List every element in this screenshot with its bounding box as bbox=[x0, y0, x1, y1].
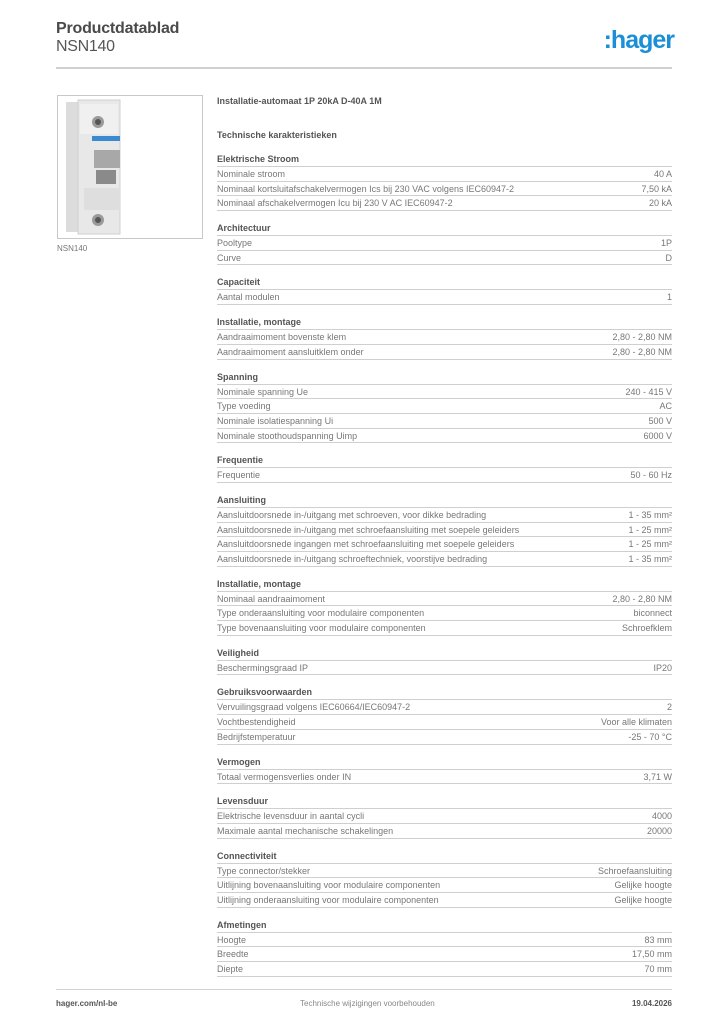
spec-row bbox=[217, 236, 672, 251]
page-header bbox=[56, 20, 179, 56]
section-title: Capaciteit bbox=[217, 276, 672, 290]
section-title: Levensduur bbox=[217, 795, 672, 809]
spec-label: Uitlijning onderaansluiting voor modulaire componenten bbox=[217, 894, 439, 905]
spec-label: Bedrijfstemperatuur bbox=[217, 731, 296, 742]
spec-section bbox=[217, 454, 672, 483]
spec-value: 1 - 35 mm² bbox=[628, 554, 672, 564]
spec-value: 7,50 kA bbox=[641, 183, 672, 194]
section-title: Installatie, montage bbox=[217, 316, 672, 330]
spec-row bbox=[217, 933, 672, 948]
spec-section bbox=[217, 316, 672, 359]
spec-row bbox=[217, 592, 672, 607]
spec-row bbox=[217, 182, 672, 197]
spec-value: 500 V bbox=[648, 415, 672, 426]
header-divider bbox=[56, 67, 672, 69]
spec-row bbox=[217, 508, 672, 523]
footer-website[interactable]: hager.com/nl-be bbox=[56, 999, 118, 1008]
spec-row bbox=[217, 429, 672, 444]
spec-section bbox=[217, 222, 672, 265]
product-name: Installatie-automaat 1P 20kA D-40A 1M bbox=[217, 96, 382, 106]
spec-value: 1 - 35 mm² bbox=[628, 509, 672, 520]
section-title: Connectiviteit bbox=[217, 850, 672, 864]
section-title: Installatie, montage bbox=[217, 578, 672, 592]
spec-value: 2,80 - 2,80 NM bbox=[612, 346, 672, 357]
spec-label: Maximale aantal mechanische schakelingen bbox=[217, 825, 394, 836]
spec-label: Type connector/stekker bbox=[217, 865, 311, 876]
spec-label: Aandraaimoment aansluitklem onder bbox=[217, 346, 364, 357]
spec-row bbox=[217, 878, 672, 893]
spec-value: Schroefklem bbox=[621, 623, 672, 634]
spec-row bbox=[217, 700, 672, 715]
spec-value: -25 - 70 °C bbox=[628, 731, 672, 742]
spec-value: Voor alle klimaten bbox=[600, 717, 672, 728]
spec-value: Gelijke hoogte bbox=[614, 880, 672, 891]
footer-disclaimer: Technische wijzigingen voorbehouden bbox=[300, 999, 435, 1008]
spec-value: 20 kA bbox=[648, 198, 672, 209]
spec-value: 2,80 - 2,80 NM bbox=[612, 593, 672, 604]
spec-label: Hoogte bbox=[217, 934, 247, 945]
spec-value: 2 bbox=[666, 702, 672, 713]
spec-row bbox=[217, 330, 672, 345]
section-title: Elektrische Stroom bbox=[217, 153, 672, 167]
spec-label: Type bovenaansluiting voor modulaire componenten bbox=[217, 623, 426, 634]
spec-label: Diepte bbox=[217, 964, 244, 974]
spec-value: 40 A bbox=[653, 169, 672, 179]
section-title: Gebruiksvoorwaarden bbox=[217, 686, 672, 700]
section-title: Aansluiting bbox=[217, 494, 672, 508]
hager-logo: :hager bbox=[603, 26, 674, 54]
spec-value: 240 - 415 V bbox=[625, 386, 672, 397]
spec-section bbox=[217, 371, 672, 444]
product-code: NSN140 bbox=[56, 38, 115, 55]
spec-label: Nominaal aandraaimoment bbox=[217, 593, 326, 604]
spec-label: Elektrische levensduur in aantal cycli bbox=[217, 811, 365, 822]
spec-section bbox=[217, 919, 672, 977]
spec-value: 3,71 W bbox=[643, 771, 672, 782]
image-caption: NSN140 bbox=[57, 244, 88, 253]
spec-row bbox=[217, 345, 672, 360]
spec-row bbox=[217, 414, 672, 429]
spec-row bbox=[217, 621, 672, 636]
spec-sections bbox=[217, 153, 672, 977]
spec-value: 83 mm bbox=[644, 934, 672, 945]
spec-section bbox=[217, 647, 672, 676]
spec-section bbox=[217, 850, 672, 908]
spec-row bbox=[217, 770, 672, 785]
section-title: Veiligheid bbox=[217, 647, 672, 661]
spec-row bbox=[217, 715, 672, 730]
spec-label: Aansluitdoorsnede ingangen met schroefaansluiting met soepele geleiders bbox=[217, 539, 515, 550]
spec-label: Totaal vermogensverlies onder IN bbox=[217, 771, 352, 782]
spec-value: Schroefaansluiting bbox=[597, 865, 672, 876]
spec-value: 4000 bbox=[651, 811, 672, 822]
spec-label: Frequentie bbox=[217, 470, 261, 481]
spec-row bbox=[217, 552, 672, 567]
spec-row bbox=[217, 167, 672, 182]
spec-row bbox=[217, 606, 672, 621]
spec-content bbox=[217, 94, 672, 977]
spec-value: Gelijke hoogte bbox=[614, 894, 672, 905]
spec-value: 20000 bbox=[646, 825, 672, 836]
spec-label: Breedte bbox=[217, 949, 249, 960]
section-title: Afmetingen bbox=[217, 919, 672, 933]
spec-row bbox=[217, 893, 672, 908]
section-title: Architectuur bbox=[217, 222, 672, 236]
spec-label: Nominaal afschakelvermogen Icu bij 230 V AC IEC60947-2 bbox=[217, 198, 453, 209]
spec-row bbox=[217, 661, 672, 676]
spec-row bbox=[217, 962, 672, 977]
spec-value: AC bbox=[659, 401, 672, 412]
spec-label: Uitlijning bovenaansluiting voor modulaire componenten bbox=[217, 880, 441, 891]
spec-label: Nominale isolatiespanning Ui bbox=[217, 415, 334, 426]
section-title: Spanning bbox=[217, 371, 672, 385]
spec-label: Curve bbox=[217, 252, 242, 263]
spec-value: biconnect bbox=[633, 608, 672, 619]
document-title: Productdatablad bbox=[56, 20, 180, 37]
section-title: Vermogen bbox=[217, 756, 672, 770]
footer-date: 19.04.2026 bbox=[631, 999, 672, 1008]
spec-label: Vochtbestendigheid bbox=[217, 717, 296, 728]
spec-row bbox=[217, 947, 672, 962]
spec-row bbox=[217, 824, 672, 839]
spec-label: Aansluitdoorsnede in-/uitgang schroeftechniek, voorstijve bedrading bbox=[217, 554, 488, 564]
spec-value: 1 - 25 mm² bbox=[628, 524, 672, 535]
spec-row bbox=[217, 290, 672, 305]
spec-row bbox=[217, 809, 672, 824]
spec-value: 17,50 mm bbox=[631, 949, 672, 960]
spec-row bbox=[217, 523, 672, 538]
spec-value: 1 - 25 mm² bbox=[628, 539, 672, 550]
section-title: Frequentie bbox=[217, 454, 672, 468]
spec-row bbox=[217, 468, 672, 483]
spec-label: Nominale stroom bbox=[217, 169, 286, 179]
spec-row bbox=[217, 251, 672, 266]
spec-value: 6000 V bbox=[643, 430, 672, 441]
spec-section bbox=[217, 494, 672, 567]
spec-value: 1 bbox=[666, 292, 672, 303]
spec-label: Nominale stoothoudspanning Uimp bbox=[217, 430, 358, 441]
spec-label: Beschermingsgraad IP bbox=[217, 662, 309, 673]
spec-value: IP20 bbox=[653, 662, 672, 673]
spec-value: 70 mm bbox=[644, 964, 672, 974]
spec-row bbox=[217, 385, 672, 400]
spec-value: 2,80 - 2,80 NM bbox=[612, 332, 672, 343]
spec-row bbox=[217, 399, 672, 414]
spec-label: Aandraaimoment bovenste klem bbox=[217, 332, 347, 343]
spec-label: Vervuilingsgraad volgens IEC60664/IEC60947-2 bbox=[217, 702, 411, 713]
footer-divider bbox=[56, 989, 672, 990]
spec-label: Nominaal kortsluitafschakelvermogen Ics bij 230 VAC volgens IEC60947-2 bbox=[217, 183, 514, 194]
spec-row bbox=[217, 196, 672, 211]
spec-section bbox=[217, 578, 672, 636]
product-image bbox=[57, 95, 203, 239]
spec-row bbox=[217, 537, 672, 552]
spec-row bbox=[217, 730, 672, 745]
spec-label: Aansluitdoorsnede in-/uitgang met schroefaansluiting met soepele geleiders bbox=[217, 524, 520, 535]
spec-label: Aantal modulen bbox=[217, 292, 280, 303]
spec-value: 50 - 60 Hz bbox=[630, 470, 672, 481]
spec-value: 1P bbox=[660, 238, 672, 249]
spec-section bbox=[217, 795, 672, 838]
spec-section bbox=[217, 276, 672, 305]
spec-label: Type voeding bbox=[217, 401, 271, 412]
spec-section bbox=[217, 686, 672, 744]
spec-label: Type onderaansluiting voor modulaire componenten bbox=[217, 608, 425, 619]
spec-value: D bbox=[665, 252, 672, 263]
spec-label: Pooltype bbox=[217, 238, 253, 249]
spec-section bbox=[217, 756, 672, 785]
spec-row bbox=[217, 864, 672, 879]
tech-title: Technische karakteristieken bbox=[217, 130, 337, 140]
spec-section bbox=[217, 153, 672, 211]
spec-label: Aansluitdoorsnede in-/uitgang met schroeven, voor dikke bedrading bbox=[217, 509, 487, 520]
spec-label: Nominale spanning Ue bbox=[217, 386, 309, 397]
circuit-breaker-icon bbox=[58, 96, 202, 238]
